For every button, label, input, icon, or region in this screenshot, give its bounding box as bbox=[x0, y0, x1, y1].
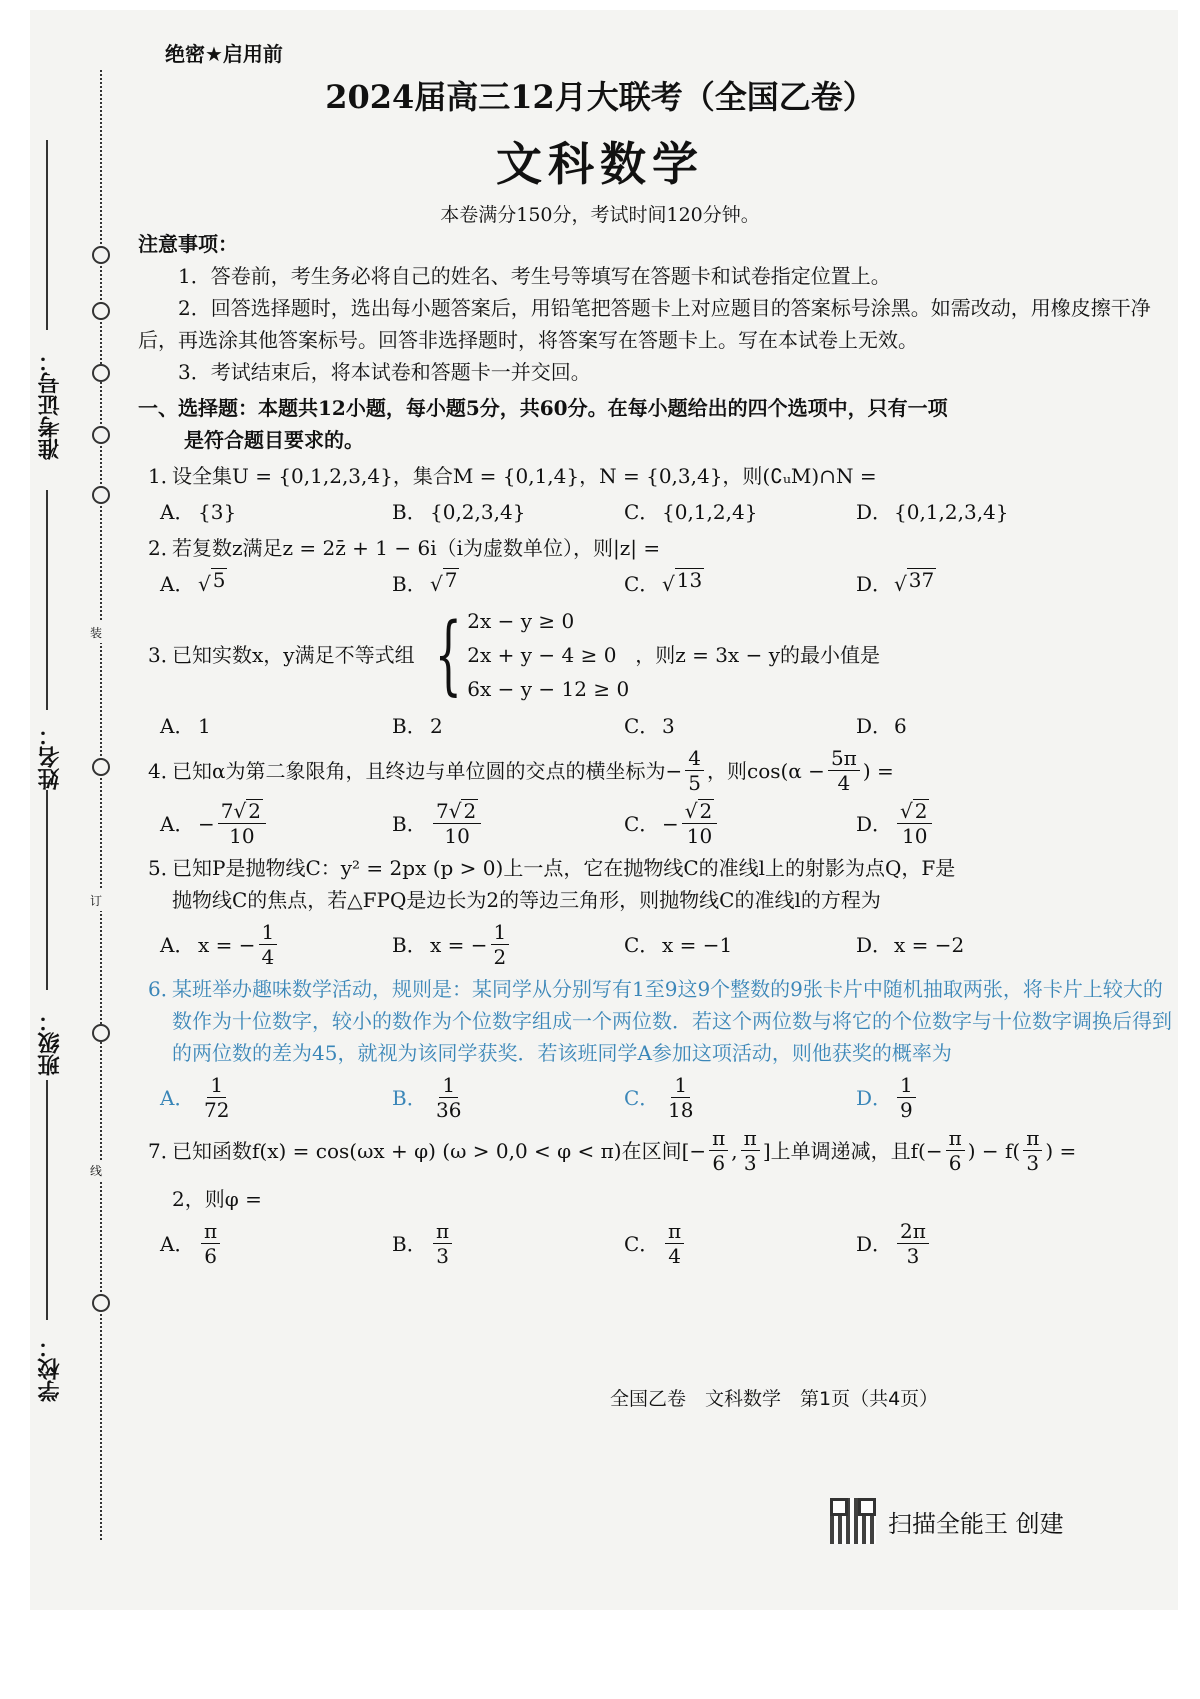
option-c[interactable]: C． − √ 2 10 bbox=[624, 799, 856, 848]
option-a[interactable]: A． 1 bbox=[160, 714, 211, 738]
school-label: 学校： bbox=[37, 1336, 63, 1402]
question-2 bbox=[138, 532, 1178, 600]
inequality-row: 2x − y ≥ 0 bbox=[467, 609, 575, 633]
option-a[interactable]: A． {3} bbox=[160, 500, 237, 524]
section-title-cont: 是符合题目要求的。 bbox=[184, 428, 364, 452]
scanner-watermark bbox=[830, 1498, 1064, 1544]
question-stem-tail: ，则z = 3x − y的最小值是 bbox=[635, 643, 880, 667]
scanner-label: 扫描全能王 创建 bbox=[888, 1509, 1064, 1538]
option-b[interactable]: B． 2 bbox=[392, 714, 443, 738]
class-blank bbox=[46, 790, 48, 990]
question-stem: 已知函数f(x) = cos(ωx + φ) (ω > 0,0 < φ < π)在区间[− bbox=[172, 1138, 707, 1163]
option-a[interactable]: A． − 7√ 2 10 bbox=[160, 799, 392, 848]
option-d[interactable]: D． x = −2 bbox=[856, 932, 965, 957]
binding-hole bbox=[92, 302, 110, 320]
inequality-row: 2x + y − 4 ≥ 0 bbox=[467, 643, 617, 667]
question-number: 2． bbox=[148, 536, 181, 560]
notice-item: 1．答卷前，考生务必将自己的姓名、考生号等填写在答题卡和试卷指定位置上。 bbox=[178, 264, 891, 288]
option-b[interactable]: B． $\frac{1}{36}$ bbox=[392, 1073, 462, 1122]
question-stem-line2: 抛物线C的焦点，若△FPQ是边长为2的等边三角形，则抛物线C的准线l的方程为 bbox=[172, 888, 881, 912]
question-5 bbox=[138, 852, 1178, 969]
page-footer: 全国乙卷 文科数学 第1页（共4页） bbox=[610, 1388, 939, 1410]
binding-char-ding: 订 bbox=[90, 890, 102, 911]
question-number: 5． bbox=[148, 856, 181, 880]
question-stem: ，则cos(α − bbox=[707, 758, 825, 783]
question-3 bbox=[138, 604, 1178, 742]
question-stem-line2: 2，则φ = bbox=[172, 1187, 262, 1211]
question-stem: 已知实数x，y满足不等式组 bbox=[172, 643, 415, 667]
option-d[interactable]: D． √ 2 10 bbox=[856, 799, 1088, 848]
option-c[interactable]: C． √ 13 bbox=[624, 568, 703, 596]
binding-hole bbox=[92, 486, 110, 504]
confidential-mark: 绝密★启用前 bbox=[165, 42, 283, 66]
inequality-system: { 2x − y ≥ 0 2x + y − 4 ≥ 0 6x − y − 12 ≥ 0 bbox=[434, 605, 630, 705]
notice-item: 3．考试结束后，将本试卷和答题卡一并交回。 bbox=[178, 360, 591, 384]
question-stem: 设全集U = {0,1,2,3,4}，集合M = {0,1,4}，N = {0,3,4}，则(∁ᵤM)∩N = bbox=[172, 464, 877, 488]
subject-title: 文科数学 bbox=[496, 137, 704, 191]
question-stem: 已知α为第二象限角，且终边与单位圆的交点的横坐标为− bbox=[172, 758, 683, 783]
school-blank bbox=[46, 1080, 48, 1320]
class-label: 班级： bbox=[37, 1010, 63, 1076]
option-d[interactable]: D． 6 bbox=[856, 714, 907, 738]
section-title-text: 一、选择题：本题共12小题，每小题5分，共60分。在每小题给出的四个选项中，只有一项 bbox=[138, 396, 948, 420]
question-1 bbox=[138, 460, 1178, 528]
option-d[interactable]: D． √ 37 bbox=[856, 568, 935, 596]
binding-hole bbox=[92, 758, 110, 776]
binding-hole bbox=[92, 1294, 110, 1312]
question-stem: 若复数z满足z = 2z̄ + 1 − 6i（i为虚数单位），则|z| = bbox=[172, 536, 661, 560]
option-c[interactable]: C． x = −1 bbox=[624, 932, 733, 957]
binding-hole bbox=[92, 364, 110, 382]
option-a[interactable]: A． x = − $\frac{1}{4}$ bbox=[160, 920, 392, 969]
notice-item: 2．回答选择题时，选出每小题答案后，用铅笔把答题卡上对应题目的答案标号涂黑。如需改动，用橡皮擦干净后，再选涂其他答案标号。回答非选择题时，将答案写在答题卡上。写在本试卷上无效。 bbox=[138, 296, 1151, 352]
option-a[interactable]: A． $\frac{\pi}{6}$ bbox=[160, 1219, 392, 1268]
notice-heading: 注意事项： bbox=[138, 232, 238, 256]
option-d[interactable]: D． $\frac{1}{9}$ bbox=[856, 1073, 1088, 1122]
question-6 bbox=[138, 973, 1178, 1122]
question-number: 3． bbox=[148, 643, 181, 667]
binding-hole bbox=[92, 426, 110, 444]
binding-hole bbox=[92, 246, 110, 264]
binding-char-xian: 线 bbox=[90, 1160, 102, 1181]
question-number: 7． bbox=[148, 1138, 181, 1163]
option-b[interactable]: B． 7√ 2 10 bbox=[392, 799, 624, 848]
question-stem: 某班举办趣味数学活动，规则是：某同学从分别写有1至9这9个整数的9张卡片中随机抽取两张，将卡片上较大的数作为十位数字，较小的数作为个位数字组成一个两位数．若这个两位数与将它的个位数字与十位数字调换后得到的两位数的差为45，就视为该同学获奖．若该班同学A参加这项活动，则他获奖的概率为 bbox=[172, 977, 1172, 1065]
exam-title: 2024届高三12月大联考（全国乙卷） bbox=[325, 78, 875, 116]
binding-char-zhuang: 装 bbox=[90, 622, 102, 643]
question-number: 1． bbox=[148, 464, 181, 488]
question-stem: ) = bbox=[862, 758, 894, 783]
option-b[interactable]: B． $\frac{\pi}{3}$ bbox=[392, 1219, 624, 1268]
option-d[interactable]: D． $\frac{2\pi}{3}$ bbox=[856, 1219, 1088, 1268]
option-b[interactable]: B． x = − $\frac{1}{2}$ bbox=[392, 920, 624, 969]
binding-hole bbox=[92, 1024, 110, 1042]
inequality-row: 6x − y − 12 ≥ 0 bbox=[467, 677, 630, 701]
option-a[interactable]: A． $\frac{1}{72}$ bbox=[160, 1073, 230, 1122]
option-b[interactable]: B． √ 7 bbox=[392, 568, 458, 596]
binding-dotted-line bbox=[100, 70, 102, 1540]
question-7: 7． 已知函数f(x) = cos(ωx + φ) (ω > 0,0 < φ < π)在区间[− $\frac{\pi}{6}$ , $\frac{\pi}{3}$ ]上单调递减，且f(− $\frac{\pi}{6}$ ) − f( $\frac{\pi}{3}$ ) = 2，则φ = A． $\frac{\pi}{6}$ B． $\frac{\pi}{3}$ C． $\frac{\pi}{4}$ D． $\frac{2\pi}{3}$ bbox=[138, 1126, 1178, 1268]
option-a[interactable]: A． √ 5 bbox=[160, 568, 226, 596]
qr-code-icon bbox=[830, 1498, 876, 1544]
option-c[interactable]: C． $\frac{1}{18}$ bbox=[624, 1073, 694, 1122]
option-c[interactable]: C． {0,1,2,4} bbox=[624, 500, 758, 524]
section-title bbox=[138, 392, 1178, 456]
question-number: 6． bbox=[148, 977, 181, 1001]
exam-id-label: 准考证号： bbox=[37, 350, 63, 460]
question-4: 4． 已知α为第二象限角，且终边与单位圆的交点的横坐标为− $\frac{4}{5}$ ，则cos(α − $\frac{5\pi}{4}$ ) = A． − 7√ 2 10 B． 7√ 2 10 C． − √ 2 10 D． √ 2 10 bbox=[138, 746, 1178, 848]
option-d[interactable]: D． {0,1,2,3,4} bbox=[856, 500, 1009, 524]
question-number: 4． bbox=[148, 758, 181, 783]
exam-content bbox=[138, 228, 1178, 1268]
name-blank bbox=[46, 490, 48, 710]
option-c[interactable]: C． 3 bbox=[624, 714, 675, 738]
option-b[interactable]: B． {0,2,3,4} bbox=[392, 500, 526, 524]
score-info: 本卷满分150分，考试时间120分钟。 bbox=[440, 204, 760, 226]
option-c[interactable]: C． $\frac{\pi}{4}$ bbox=[624, 1219, 856, 1268]
name-label: 姓名： bbox=[37, 724, 63, 790]
question-stem: 已知P是抛物线C：y² = 2px (p > 0)上一点，它在抛物线C的准线l上的射影为点Q，F是 bbox=[172, 856, 956, 880]
